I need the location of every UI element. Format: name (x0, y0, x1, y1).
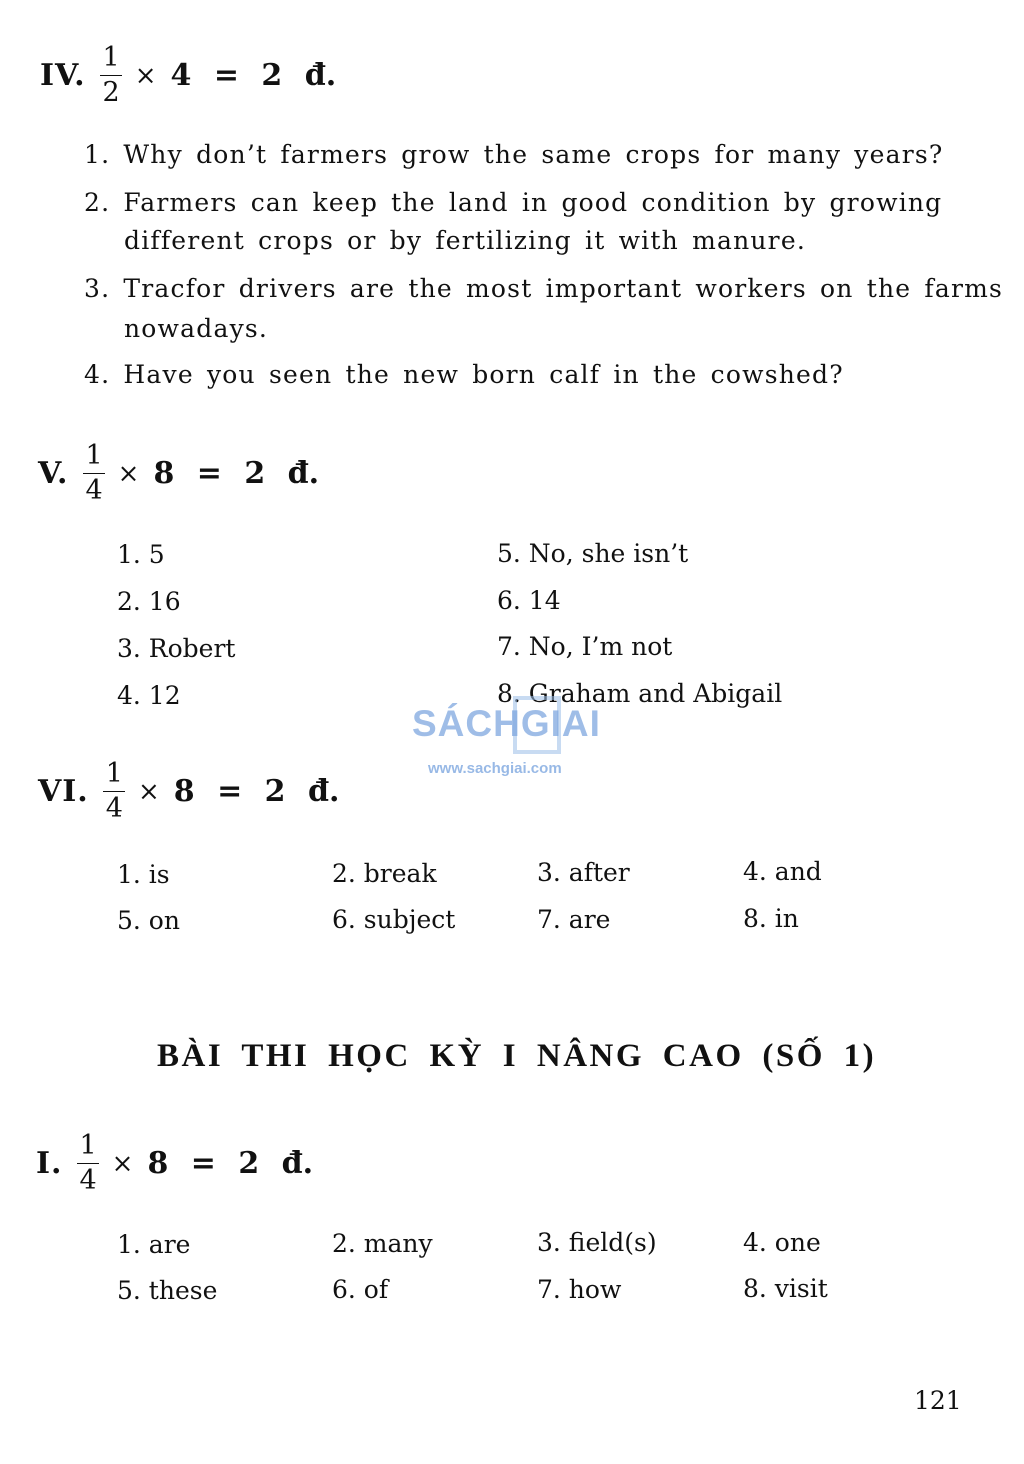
fraction-denominator: 4 (79, 1165, 97, 1197)
iv-item-3: 3. Tracfor drivers are the most important workers on the farms (84, 274, 1004, 303)
watermark-url: www.sachgiai.com (428, 760, 562, 777)
section-i-score: 8 = 2 đ. (147, 1146, 314, 1182)
section-i-fraction (76, 1132, 99, 1196)
iv-item-3-cont: nowadays. (124, 314, 269, 343)
v-answer-7: 7. No, I’m not (497, 632, 673, 661)
vi-answer-8: 8. in (743, 904, 799, 933)
fraction-bar (100, 75, 122, 76)
section-vi-roman: VI. (38, 774, 89, 810)
page-number: 121 (914, 1386, 962, 1415)
vi-answer-4: 4. and (743, 857, 822, 886)
section-iv-roman: IV. (40, 58, 86, 94)
section-vi-fraction (103, 760, 126, 824)
i-answer-3: 3. field(s) (537, 1228, 657, 1257)
times-sign: × (137, 776, 160, 807)
fraction-denominator: 4 (85, 475, 103, 507)
fraction-denominator: 2 (102, 77, 120, 109)
exam-title: BÀI THI HỌC KỲ I NÂNG CAO (SỐ 1) (157, 1038, 877, 1074)
i-answer-5: 5. these (117, 1276, 218, 1305)
vi-answer-2: 2. break (332, 859, 437, 888)
section-v-fraction (82, 442, 105, 506)
fraction-numerator: 1 (102, 42, 120, 73)
vi-answer-5: 5. on (117, 906, 180, 935)
i-answer-4: 4. one (743, 1228, 821, 1257)
v-answer-8: 8. Graham and Abigail (497, 679, 783, 708)
section-iv-header (40, 44, 336, 108)
vi-answer-7: 7. are (537, 905, 611, 934)
fraction-denominator: 4 (105, 793, 123, 825)
times-sign: × (134, 60, 157, 91)
vi-answer-3: 3. after (537, 858, 630, 887)
section-iv-score: 4 = 2 đ. (170, 58, 337, 94)
section-v-header (38, 442, 319, 506)
section-i-header (36, 1132, 313, 1196)
i-answer-6: 6. of (332, 1275, 389, 1304)
iv-item-1: 1. Why don’t farmers grow the same crops for many years? (84, 140, 944, 169)
v-answer-5: 5. No, she isn’t (497, 539, 689, 568)
iv-item-2-cont: different crops or by fertilizing it with manure. (124, 226, 806, 255)
v-answer-6: 6. 14 (497, 586, 561, 615)
fraction-numerator: 1 (85, 440, 103, 471)
times-sign: × (117, 458, 140, 489)
v-answer-4: 4. 12 (117, 681, 181, 710)
vi-answer-1: 1. is (117, 860, 170, 889)
i-answer-1: 1. are (117, 1230, 191, 1259)
i-answer-7: 7. how (537, 1275, 622, 1304)
i-answer-8: 8. visit (743, 1274, 828, 1303)
section-v-score: 8 = 2 đ. (153, 456, 320, 492)
v-answer-1: 1. 5 (117, 540, 165, 569)
i-answer-2: 2. many (332, 1229, 433, 1258)
section-iv-fraction (100, 44, 123, 108)
fraction-numerator: 1 (105, 758, 123, 789)
fraction-bar (77, 1163, 99, 1164)
fraction-numerator: 1 (79, 1130, 97, 1161)
section-i-roman: I. (36, 1146, 63, 1182)
section-vi-score: 8 = 2 đ. (173, 774, 340, 810)
watermark-logo: SÁCHGIAI (412, 703, 601, 744)
times-sign: × (111, 1148, 134, 1179)
iv-item-4: 4. Have you seen the new born calf in the cowshed? (84, 360, 844, 389)
fraction-bar (83, 473, 105, 474)
v-answer-2: 2. 16 (117, 587, 181, 616)
v-answer-3: 3. Robert (117, 634, 236, 663)
vi-answer-6: 6. subject (332, 905, 456, 934)
fraction-bar (103, 791, 125, 792)
iv-item-2: 2. Farmers can keep the land in good condition by growing (84, 188, 943, 217)
section-vi-header (38, 760, 339, 824)
section-v-roman: V. (38, 456, 69, 492)
